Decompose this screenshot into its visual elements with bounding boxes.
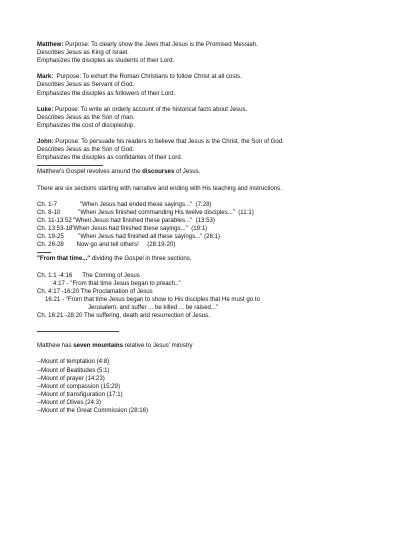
gospel-line: Describes Jesus as King of Israel.	[37, 49, 129, 57]
section-quote: "When Jesus had finished these sayings..." (19:1)	[68, 225, 208, 233]
mountains-keyword: seven mountains	[73, 342, 124, 350]
gospel-line: Describes Jesus as Servant of God.	[37, 81, 135, 89]
outline-line: 4:17 - "From that time Jesus began to preach.."	[53, 279, 181, 287]
mountains-section	[37, 342, 397, 415]
gospel-line: Describes Jesus as the Son of God.	[37, 146, 135, 154]
mountains-intro: Matthew has	[37, 342, 74, 350]
divider	[37, 165, 103, 166]
from-that-time-title: "From that time..."	[37, 255, 91, 263]
section-quote: "When Jesus had finished these parables..." (13:53)	[68, 216, 215, 224]
section-row	[37, 233, 397, 241]
gospel-summary-john	[37, 138, 397, 162]
gospel-line: Emphasizes the disciples as students of their Lord.	[37, 57, 175, 65]
section-quote: "When Jesus finished commanding His twelve disciples..." (11:1)	[68, 208, 254, 216]
gospel-name: John:	[37, 138, 54, 146]
gospel-purpose: Purpose: To clearly show the Jews that Jesus is the Promised Messiah.	[63, 41, 258, 48]
mountains-intro-end: relative to Jesus' ministry	[123, 342, 193, 350]
section-quote: "When Jesus had finished all these sayings..." (26:1)	[68, 233, 221, 241]
sections-text: There are six sections starting with narrative and ending with His teaching and instructions.	[37, 184, 282, 192]
discourses-intro-end: of Jesus.	[174, 168, 201, 176]
discourses-intro: Matthew's Gospel revolves around the	[37, 168, 143, 176]
gospel-name: Matthew:	[37, 41, 64, 48]
document-page	[37, 41, 397, 415]
outline-line: Ch. 1:1 -4:16 The Coming of Jesus	[37, 271, 140, 279]
section-chapter: Ch. 1-7	[37, 200, 57, 208]
discourses-keyword: discourses	[142, 168, 175, 176]
list-item: --Mount of prayer (14:23)	[37, 374, 105, 382]
section-row	[37, 209, 397, 217]
divider	[37, 331, 119, 332]
outline-line: 16:21 - "From that time Jesus began to show to His disciples that He must go to	[45, 295, 260, 303]
section-chapter: Ch. 8-10	[37, 208, 61, 216]
gospel-name: Luke:	[37, 105, 54, 113]
from-that-time-subtitle: dividing the Gospel in three sections.	[90, 255, 192, 263]
gospel-line: Describes Jesus as the Son of man.	[37, 113, 135, 121]
section-chapter: Ch. 26-28	[37, 241, 64, 249]
section-chapter: Ch. 19-25	[37, 233, 64, 241]
gospel-purpose: Purpose: To exhort the Roman Christians to follow Christ at all costs.	[53, 73, 242, 81]
list-item: --Mount of Beatitudes (5:1)	[37, 366, 110, 374]
list-item: --Mount of Olives (24:3)	[37, 398, 102, 406]
from-that-time-section	[37, 255, 397, 320]
outline-line: Ch. 4:17 -16:20 The Proclamation of Jesus	[37, 287, 153, 295]
gospel-line: Emphasizes the disciples as followers of their Lord.	[37, 89, 176, 97]
list-item: --Mount of compassion (15:29)	[37, 382, 120, 390]
gospel-line: Emphasizes the cost of discipleship.	[37, 121, 135, 129]
gospel-line: Emphasizes the disciples as confidantes of their Lord.	[37, 154, 183, 162]
section-row	[37, 225, 397, 233]
section-quote: "When Jesus had ended these sayings..." (7:28)	[68, 200, 212, 208]
section-row	[37, 217, 397, 225]
outline-line: Jerusalem, and suffer ... be killed ... be raised..."	[88, 303, 219, 311]
discourses-section	[37, 168, 397, 249]
gospel-summary-luke	[37, 106, 397, 130]
gospel-name: Mark:	[37, 73, 54, 81]
gospel-purpose: Purpose: To persuade his readers to believe that Jesus is the Christ, the Son of God.	[53, 138, 284, 146]
divider	[37, 252, 51, 253]
section-row	[37, 241, 397, 249]
section-chapter: Ch. 13:53-18	[37, 225, 73, 233]
list-item: --Mount of the Great Commission (28:16)	[37, 407, 149, 415]
list-item: --Mount of transfiguration (17:1)	[37, 390, 123, 398]
gospel-summary-matthew	[37, 41, 397, 65]
gospel-purpose: Purpose: To write an orderly account of the historical facts about Jesus.	[53, 105, 248, 113]
outline-line: Ch. 16:21 -28:20 The suffering, death and resurrection of Jesus.	[37, 312, 210, 319]
gospel-summary-mark	[37, 73, 397, 97]
section-quote: Now go and tell others! (28:19-20)	[68, 241, 176, 249]
list-item: --Mount of temptation (4:8)	[37, 358, 110, 366]
section-chapter: Ch. 11-13:52	[37, 216, 72, 224]
section-row	[37, 201, 397, 209]
